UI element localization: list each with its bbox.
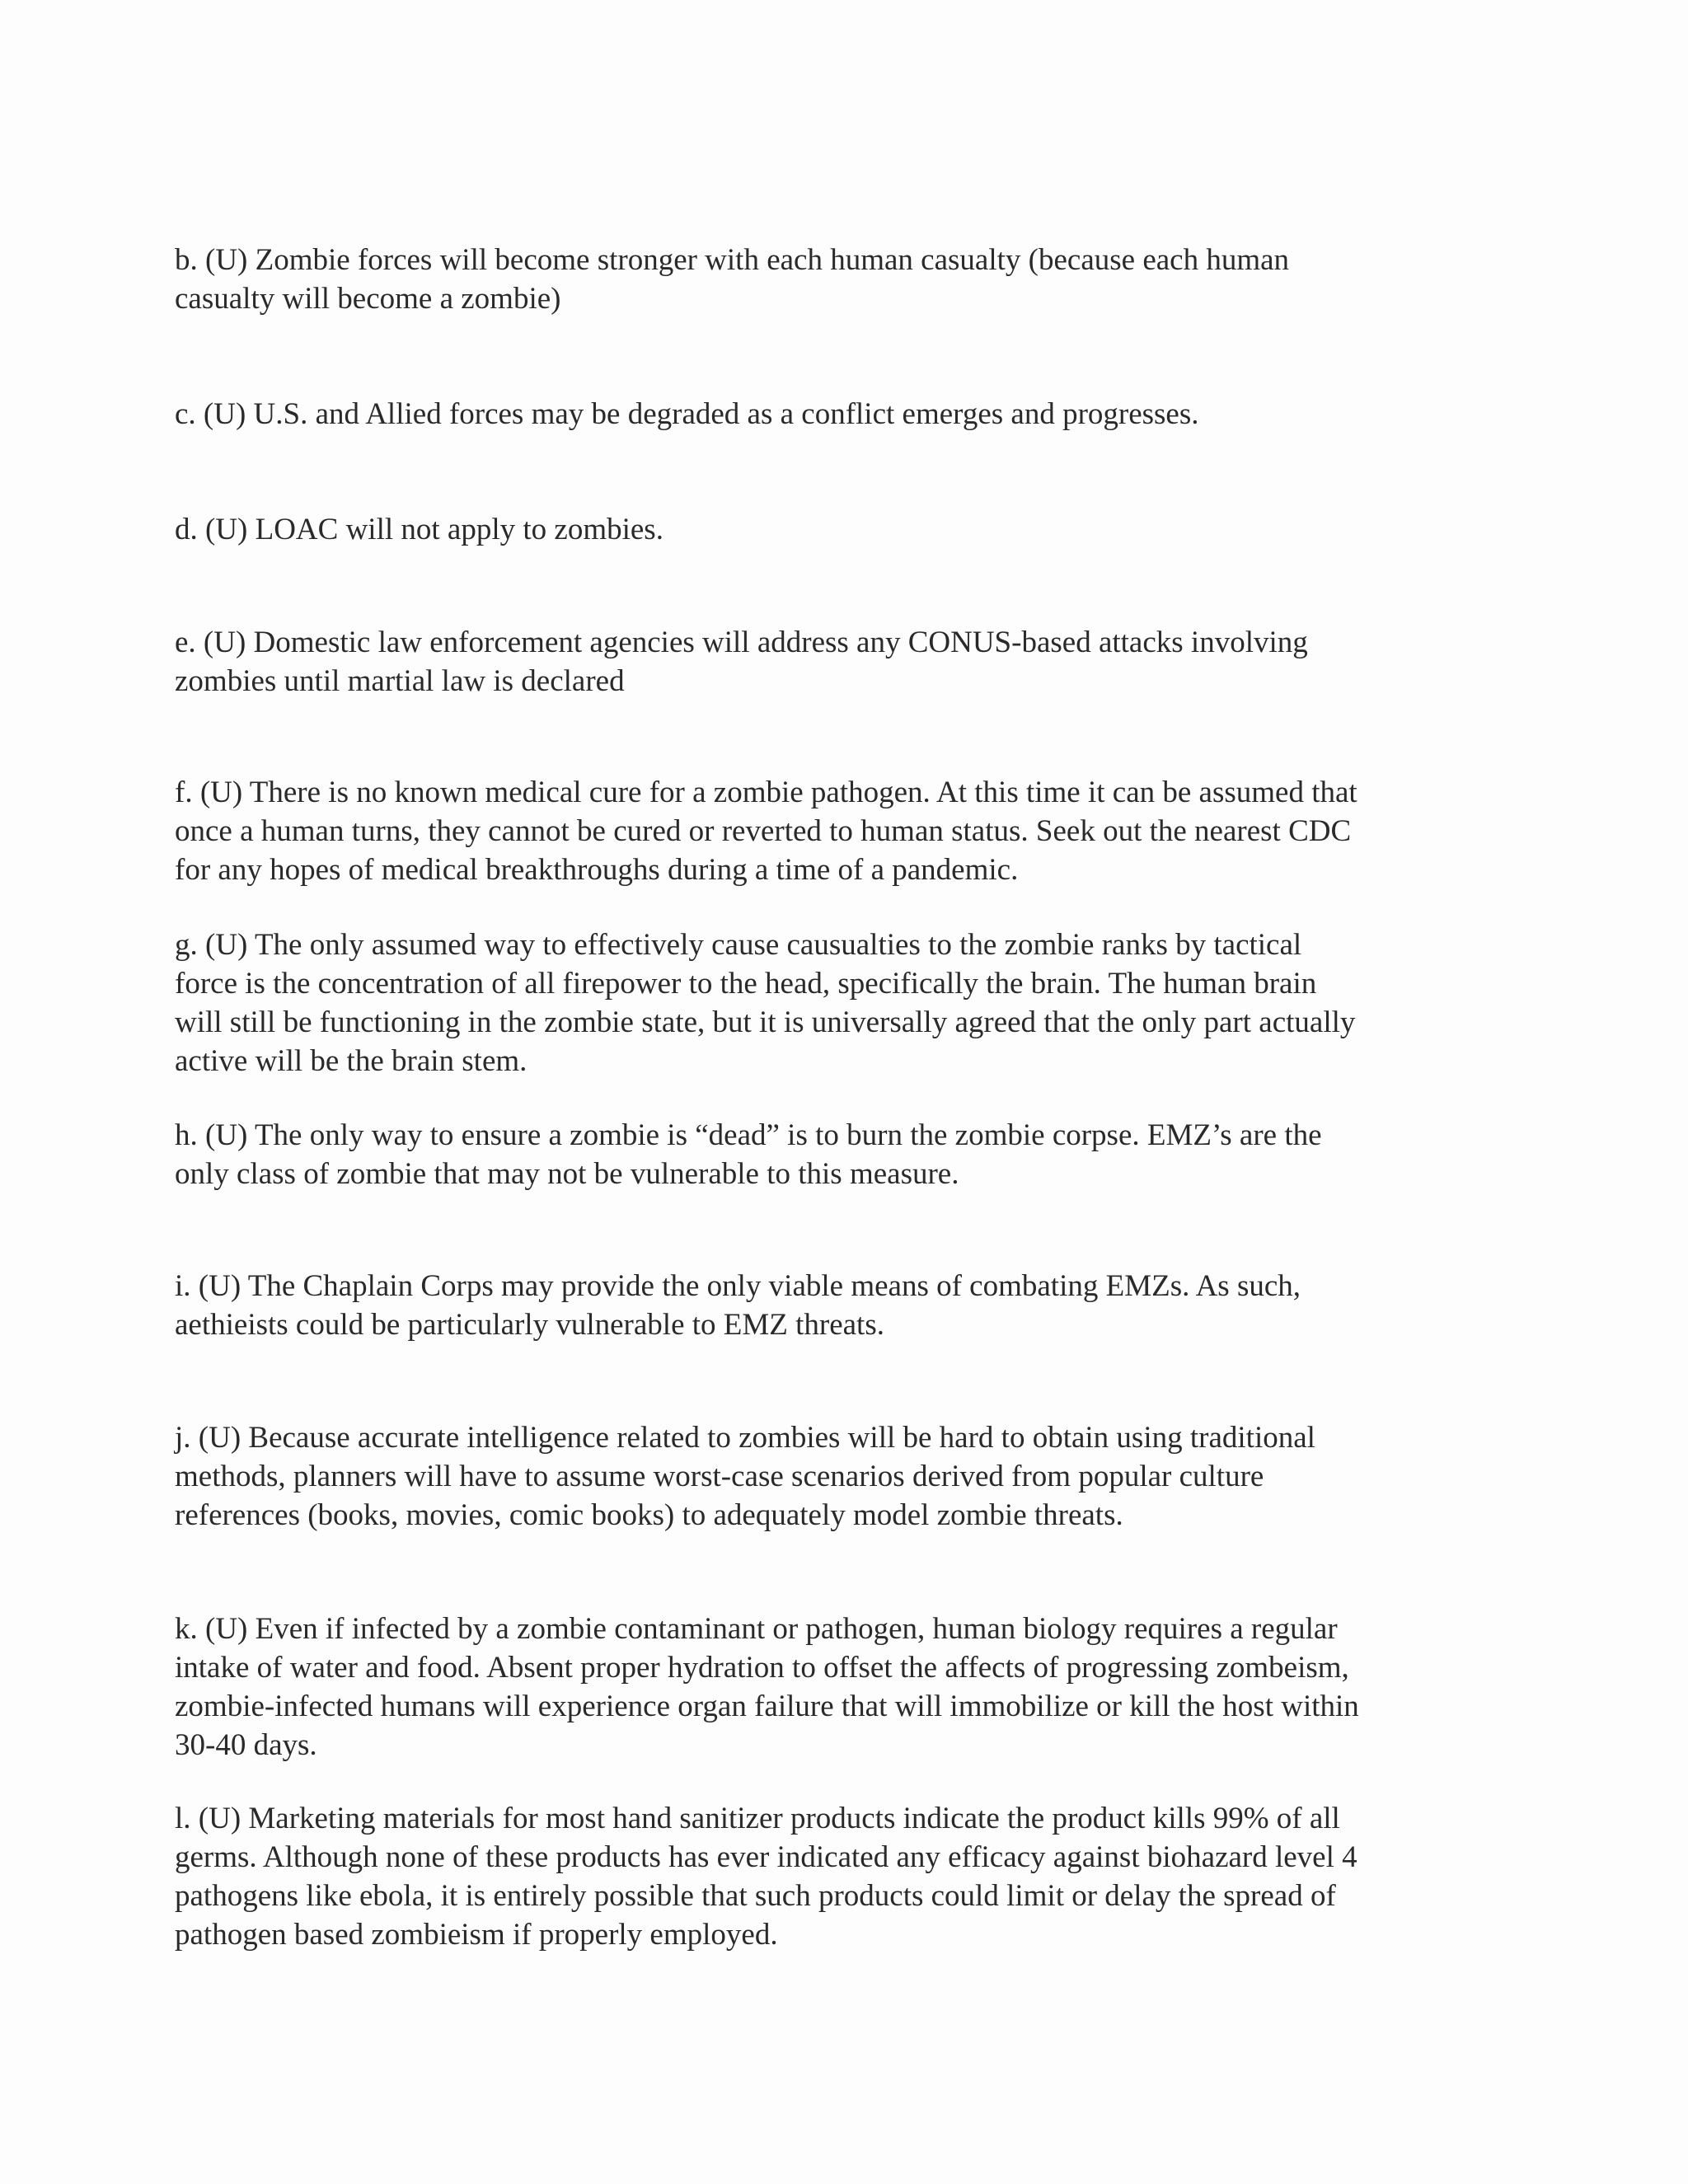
paragraph-i: i. (U) The Chaplain Corps may provide the only viable means of combating EMZs. As such, aethieists could be particularly vulnerable to EMZ threats. [175,1269,1301,1342]
paragraph-d: d. (U) LOAC will not apply to zombies. [175,513,663,546]
paragraph-l: l. (U) Marketing materials for most hand sanitizer products indicate the product kills 99% of all germs. Although none of these products has ever indicated any efficacy against biohazard level 4 pathogens like ebola, it is entirely possible that such products could limit or delay the spread of pathogen based zombieism if properly employed. [175,1802,1357,1952]
paragraph-e: e. (U) Domestic law enforcement agencies will address any CONUS-based attacks involving zombies until martial law is declared [175,626,1308,698]
paragraph-h: h. (U) The only way to ensure a zombie is “dead” is to burn the zombie corpse. EMZ’s are the only class of zombie that may not be vulnerable to this measure. [175,1118,1322,1191]
paragraph-f: f. (U) There is no known medical cure for a zombie pathogen. At this time it can be assumed that once a human turns, they cannot be cured or reverted to human status. Seek out the nearest CDC for any hopes of medical breakthroughs during a time of a pandemic. [175,776,1357,887]
paragraph-g: g. (U) The only assumed way to effectively cause causualties to the zombie ranks by tactical force is the concentration of all firepower to the head, specifically the brain. The human brain will still be functioning in the zombie state, but it is universally agreed that the only part actually active will be the brain stem. [175,928,1356,1078]
paragraph-c: c. (U) U.S. and Allied forces may be degraded as a conflict emerges and progresses. [175,397,1199,431]
paragraph-j: j. (U) Because accurate intelligence related to zombies will be hard to obtain using traditional methods, planners will have to assume worst-case scenarios derived from popular culture references (books, movies, comic books) to adequately model zombie threats. [175,1421,1315,1532]
paragraph-k: k. (U) Even if infected by a zombie contaminant or pathogen, human biology requires a regular intake of water and food. Absent proper hydration to offset the affects of progressing zombeism, zombie-infected humans will experience organ failure that will immobilize or kill the host within 30-40 days. [175,1612,1359,1762]
paragraph-b: b. (U) Zombie forces will become stronger with each human casualty (because each human casualty will become a zombie) [175,243,1290,316]
